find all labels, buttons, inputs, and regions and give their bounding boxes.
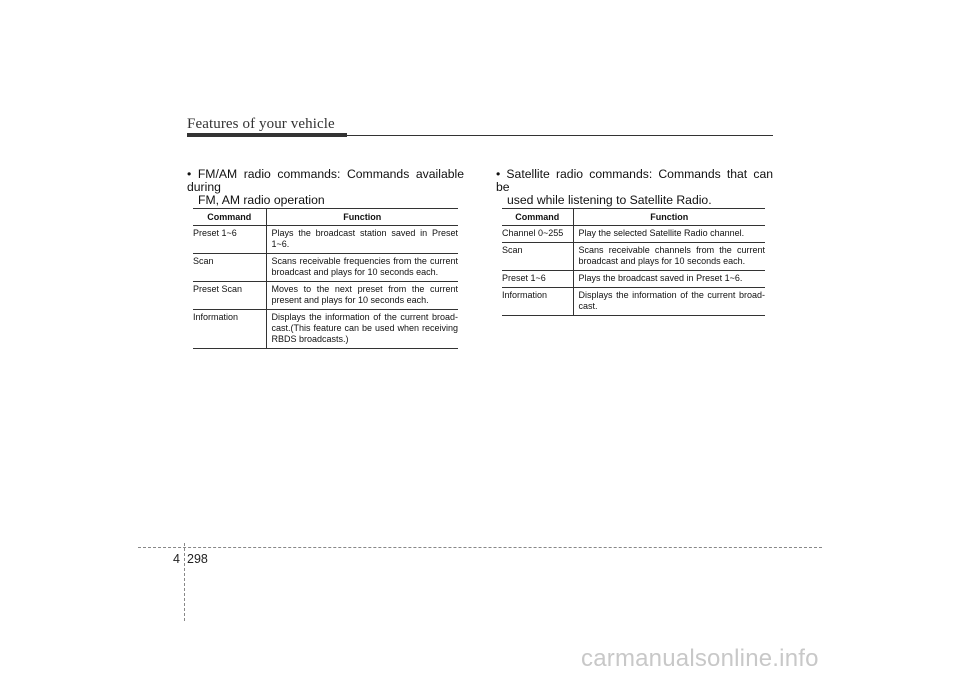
table-row [193,282,458,310]
column-header-function: Function [573,209,765,226]
header-rule-accent [187,133,347,137]
function-cell: Scans receivable frequencies from the current broadcast and plays for 10 seconds each. [266,254,458,282]
command-cell: Information [193,310,266,349]
fm-am-command-table [193,208,458,349]
function-cell: Moves to the next preset from the current present and plays for 10 seconds each. [266,282,458,310]
function-cell: Play the selected Satellite Radio channel. [573,226,765,243]
satellite-bullet [496,168,773,207]
fm-am-bullet-line2: FM, AM radio operation [198,193,325,207]
command-cell: Channel 0~255 [502,226,573,243]
chapter-number: 4 [173,552,180,566]
table-row [502,226,765,243]
section-title: Features of your vehicle [187,116,335,132]
command-cell: Information [502,288,573,316]
function-cell: Displays the information of the current broad-cast.(This feature can be used when receiving RBDS broadcasts.) [266,310,458,349]
function-cell: Scans receivable channels from the current broadcast and plays for 10 seconds each. [573,243,765,271]
table-row [193,310,458,349]
command-cell: Preset 1~6 [502,271,573,288]
satellite-bullet-line2: used while listening to Satellite Radio. [507,193,712,207]
fm-am-bullet [187,168,464,207]
function-cell: Displays the information of the current broad-cast. [573,288,765,316]
satellite-command-table [502,208,765,316]
fm-am-bullet-line1: • FM/AM radio commands: Commands available during [187,167,464,194]
function-cell: Plays the broadcast station saved in Preset 1~6. [266,226,458,254]
command-cell: Scan [502,243,573,271]
footer-rule [138,547,822,548]
table-header-row [193,209,458,226]
column-header-command: Command [502,209,573,226]
table-row [502,271,765,288]
table-row [193,226,458,254]
table-row [193,254,458,282]
satellite-bullet-line1: • Satellite radio commands: Commands that can be [496,167,773,194]
watermark: carmanualsonline.info [581,645,819,672]
column-header-command: Command [193,209,266,226]
command-cell: Preset 1~6 [193,226,266,254]
footer-divider [184,543,185,621]
table-header-row [502,209,765,226]
table-row [502,243,765,271]
page-number: 298 [187,552,208,566]
column-header-function: Function [266,209,458,226]
function-cell: Plays the broadcast saved in Preset 1~6. [573,271,765,288]
table-row [502,288,765,316]
command-cell: Preset Scan [193,282,266,310]
command-cell: Scan [193,254,266,282]
